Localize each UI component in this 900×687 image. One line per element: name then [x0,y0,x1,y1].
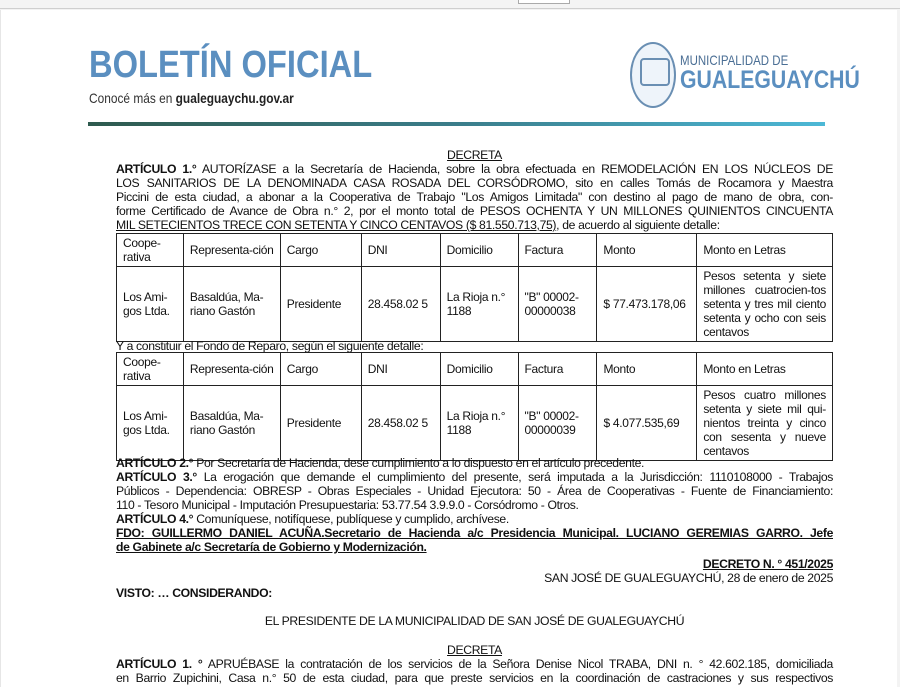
cell: 28.458.02 5 [361,267,440,342]
total-amount: MIL SETECIENTOS TRECE CON SETENTA Y CINCO CENTAVOS ($ 81.550.713,75) [116,218,557,232]
payment-table [116,233,833,342]
cell: Pesos cuatro millones setenta y siete mil qui-nientos treinta y cinco con sesenta y nueve centavos [697,386,833,461]
table-row [117,267,833,342]
signature-line: FDO: GUILLERMO DANIEL ACUÑA.Secretario de Hacienda a/c Presidencia Municipal. LUCIANO GEREMIAS GARRO. Jefe [116,526,833,540]
header-cell: Coope-rativa [117,234,184,267]
bulletin-title: BOLETÍN OFICIAL [89,44,373,86]
fondo-text: Y a constituir el Fondo de Reparo, según el siguiente detalle: [116,339,424,353]
cell: $ 77.473.178,06 [597,267,697,342]
header-cell: Cargo [280,353,361,386]
header-cell: Domicilio [440,353,518,386]
article-label: ARTÍCULO 1. ° [116,657,203,671]
website-link[interactable]: gualeguaychu.gov.ar [175,90,294,106]
article-1 [116,162,833,232]
cell: La Rioja n.° 1188 [440,386,518,461]
text-line: Comuníquese, notifíquese, publíquese y cumplido, archívese. [193,512,509,526]
cell: 28.458.02 5 [361,386,440,461]
decreta-heading-2: DECRETA [447,643,502,657]
municipality-label: MUNICIPALIDAD DE [680,52,789,68]
cell: Presidente [280,267,361,342]
article-label: ARTÍCULO 2.° [116,456,194,470]
bulletin-subtitle [89,90,294,106]
place-date: SAN JOSÉ DE GUALEGUAYCHÚ, 28 de enero de 2025 [544,571,833,585]
decreta-heading: DECRETA [447,148,502,162]
header-cell: Factura [518,353,597,386]
cell: Presidente [280,386,361,461]
article-label: ARTÍCULO 1.° [116,162,197,176]
cell: "B" 00002-00000038 [518,267,597,342]
article-1-decree-451 [116,657,833,685]
header-cell: DNI [361,234,440,267]
municipal-seal-icon [630,42,676,108]
decree-number: DECRETO N. ° 451/2025 [702,557,833,571]
text-line: LOS SANITARIOS DE LA DENOMINADA CASA ROSADA DEL CORSÓDROMO, sito en calles Tomás de Rocamora y Maestra [116,176,833,190]
cell: $ 4.077.535,69 [597,386,697,461]
text-line: APRUÉBASE la contratación de los servicios de la Señora Denise Nicol TRABA, DNI n. ° 42.602.185, domiciliada [202,657,833,671]
header-cell: Representa-ción [183,353,280,386]
cell: La Rioja n.° 1188 [440,267,518,342]
header-cell: Monto [597,353,697,386]
municipality-name: GUALEGUAYCHÚ [680,66,860,94]
signature-line: de Gabinete a/c Secretaría de Gobierno y Modernización. [116,540,427,554]
text-line: Públicos - Dependencia: OBRESP - Obras Especiales - Unidad Ejecutora: 50 - Área de Cooperativas - Fuente de Financiamiento: [116,484,833,498]
cell: Pesos setenta y siete millones cuatrocien-tos setenta y tres mil ciento setenta y ocho con seis centavos [697,267,833,342]
text-line: Piccini de esta ciudad, a abonar a la Cooperativa de Trabajo "Los Amigos Limitada" con destino al pago de mano de obra, con- [116,190,833,204]
cell: Los Ami-gos Ltda. [117,386,184,461]
header-cell: Monto en Letras [697,234,833,267]
header-cell: Cargo [280,234,361,267]
header-cell: Factura [518,234,597,267]
subtitle-prefix: Conocé más en [89,90,176,106]
cell: "B" 00002-00000039 [518,386,597,461]
header-cell: Monto en Letras [697,353,833,386]
text-line: en Barrio Zupichini, Casa n.° 50 de esta ciudad, para que preste servicios en la coordinación de castraciones y sus respectivos [116,671,833,685]
header-cell: DNI [361,353,440,386]
cell: Basaldúa, Ma-riano Gastón [183,386,280,461]
header-cell: Domicilio [440,234,518,267]
header-divider [88,122,825,126]
text-line: , de acuerdo al siguiente detalle: [556,218,720,232]
president-heading: EL PRESIDENTE DE LA MUNICIPALIDAD DE SAN JOSÉ DE GUALEGUAYCHÚ [264,614,685,628]
text-line: AUTORÍZASE a la Secretaría de Hacienda, sobre la obra efectuada en REMODELACIÓN EN LOS NÚCLEOS DE [196,162,834,176]
article-label: ARTÍCULO 4.° [116,512,194,526]
article-label: ARTÍCULO 3.° [116,470,197,484]
scroll-tab[interactable] [518,0,570,4]
table-row [117,386,833,461]
text-line: forme Certificado de Avance de Obra n.° 2, por el monto total de PESOS OCHENTA Y UN MILLONES QUINIENTOS CINCUENTA [116,204,833,218]
header-cell: Coope-rativa [117,353,184,386]
viewer-toolbar [0,0,900,9]
articles-2-4 [116,456,833,554]
header-cell: Representa-ción [183,234,280,267]
text-line: La erogación que demande el cumplimiento del presente, será imputada a la Jurisdicción: 1110108000 - Trabajos [196,470,834,484]
visto-considerando: VISTO: … CONSIDERANDO: [116,586,272,600]
header-cell: Monto [597,234,697,267]
table-header-row [117,234,833,267]
cell: Basaldúa, Ma-riano Gastón [183,267,280,342]
text-line: 110 - Tesoro Municipal - Imputación Presupuestaria: 53.77.54 3.9.9.0 - Corsódromo - Otros. [116,498,579,512]
table-header-row [117,353,833,386]
cell: Los Ami-gos Ltda. [117,267,184,342]
reserve-fund-table [116,352,833,461]
text-line: Por Secretaría de Hacienda, dese cumplimiento a lo dispuesto en el artículo precedente. [193,456,645,470]
